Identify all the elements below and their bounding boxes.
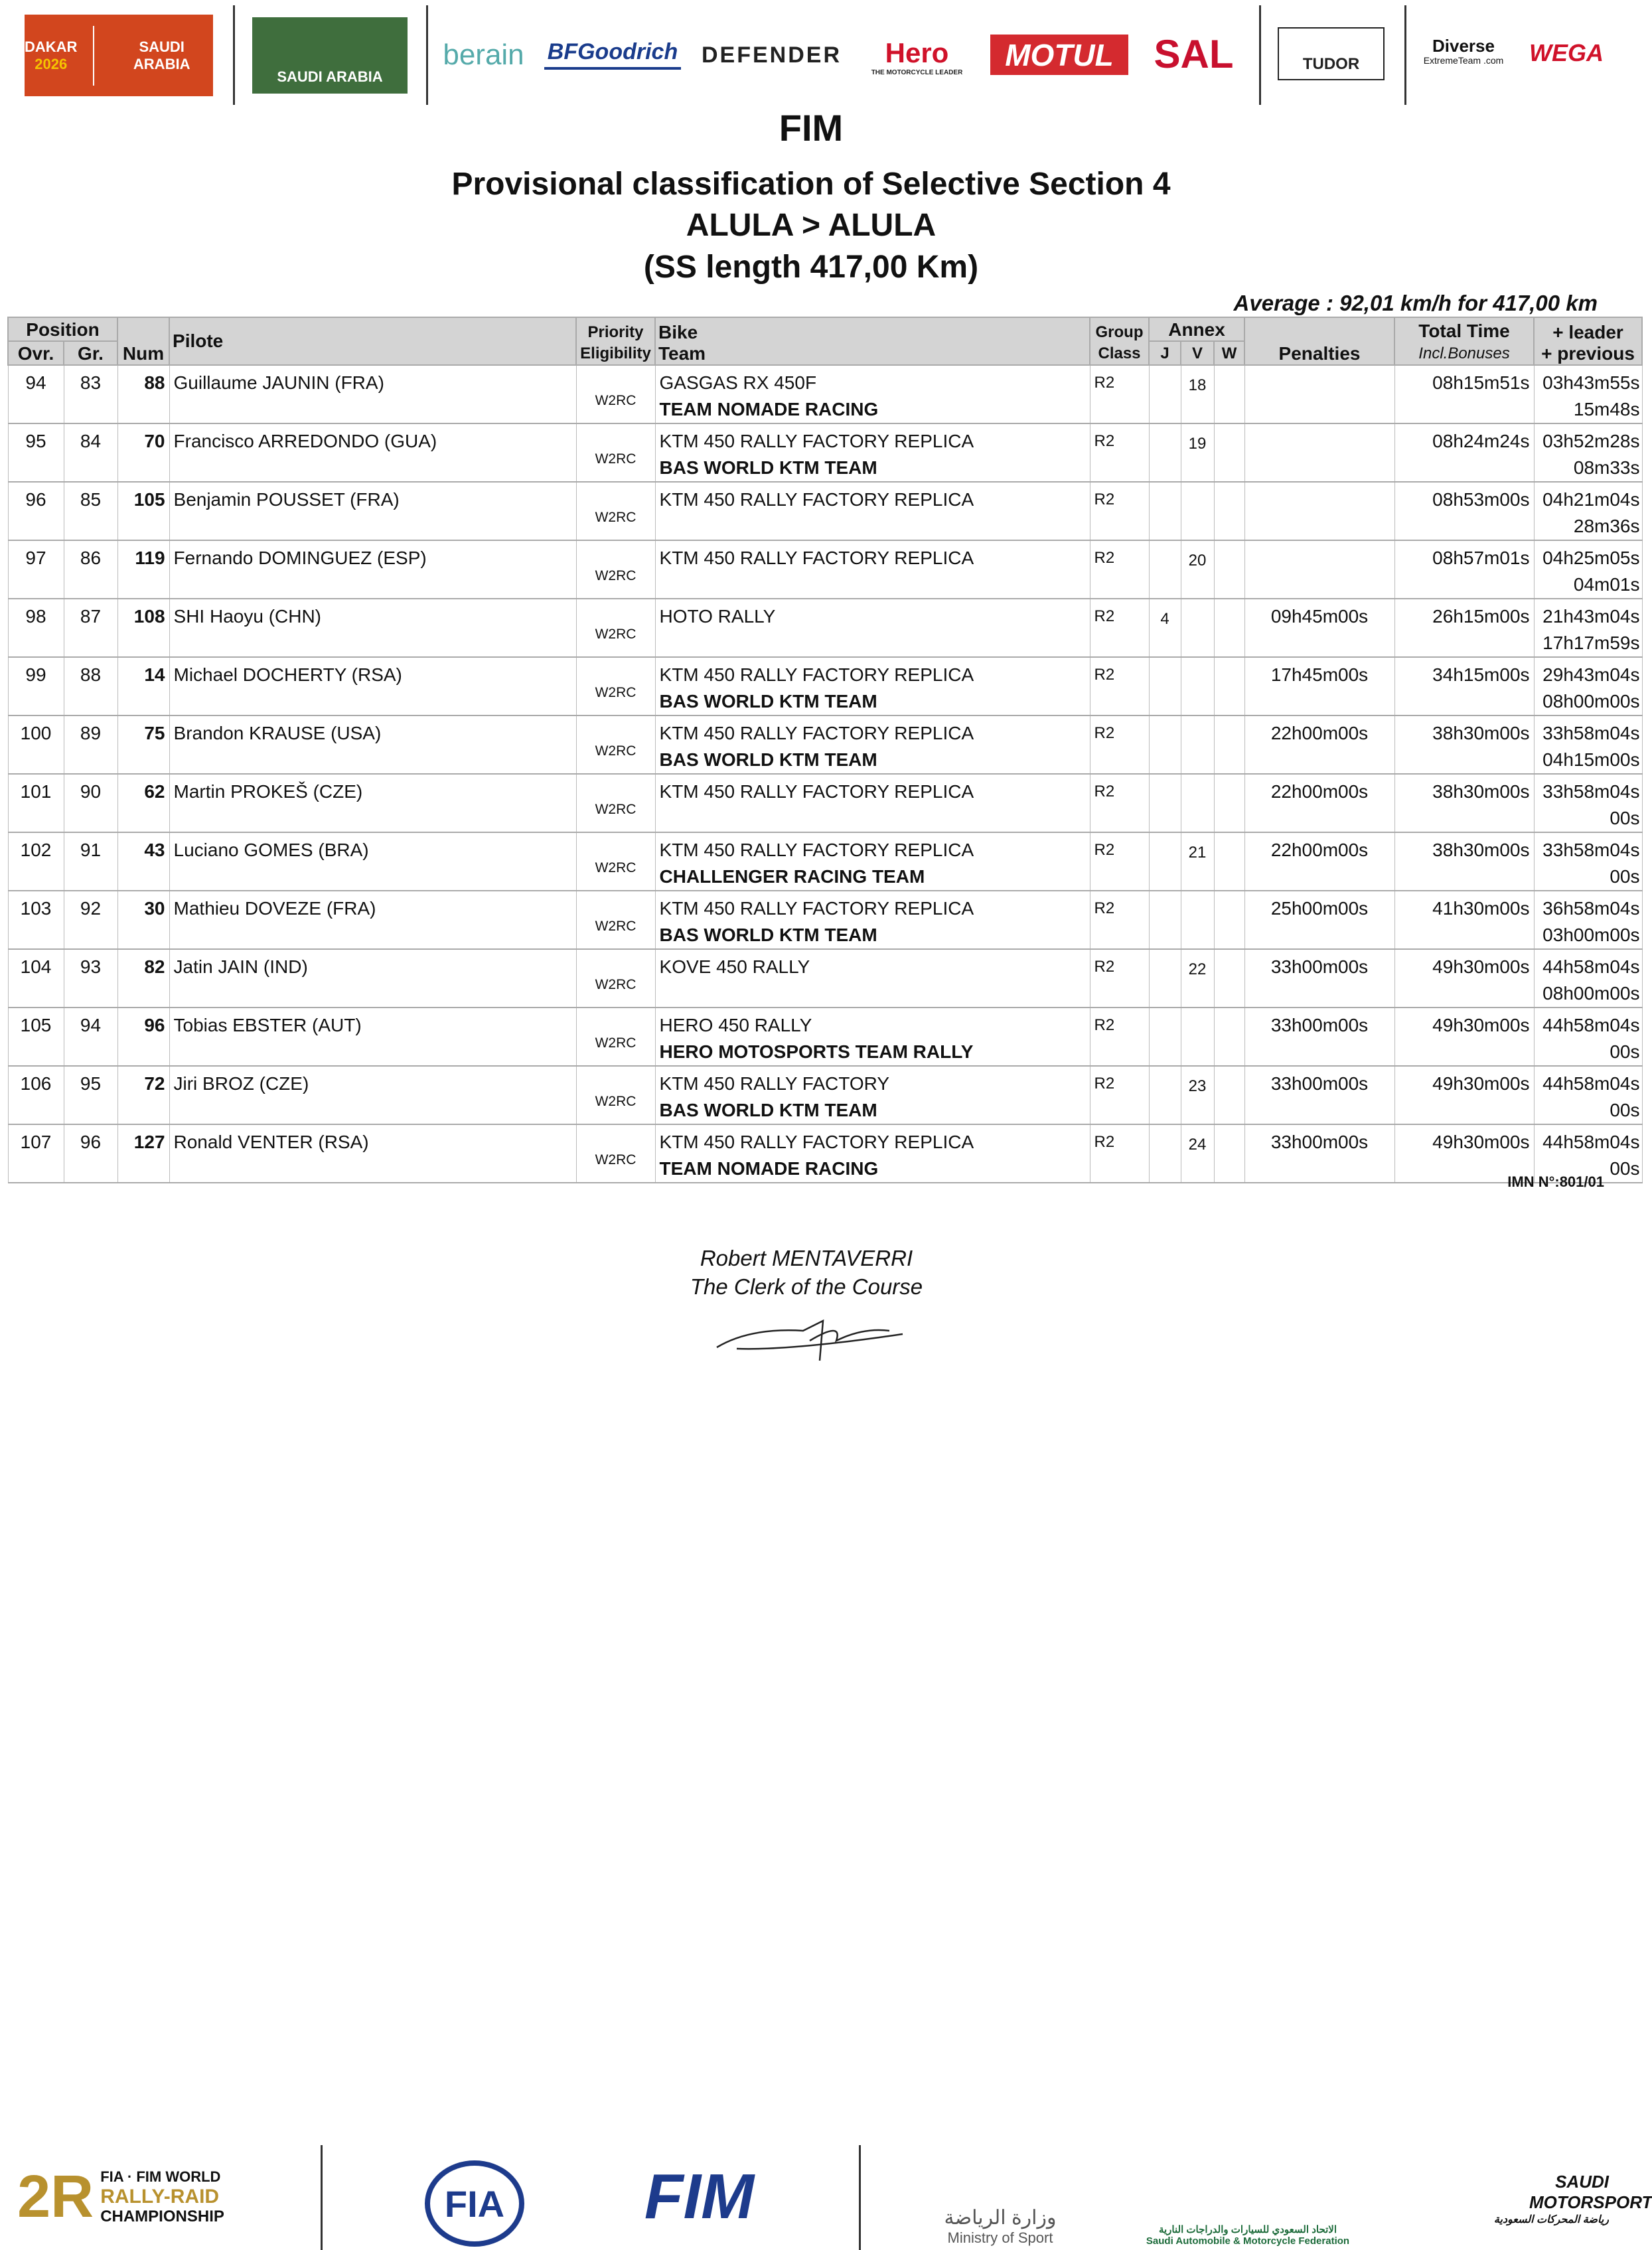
col-gr: Gr. — [64, 341, 117, 365]
gap-previous: 03h00m00s — [1542, 925, 1640, 945]
annex-v: 20 — [1181, 540, 1214, 599]
gap — [1534, 774, 1642, 832]
bike-team — [655, 774, 1090, 832]
bike-number: 70 — [117, 423, 169, 482]
gap-leader: 33h58m04s — [1542, 781, 1640, 802]
total-time: 49h30m00s — [1394, 1066, 1534, 1124]
table-row — [8, 1066, 1642, 1124]
annex-j — [1149, 715, 1181, 774]
col-pilote: Pilote — [169, 317, 576, 365]
penalties — [1244, 365, 1394, 423]
sal-logo: SAL — [1154, 31, 1234, 76]
bike-team — [655, 949, 1090, 1008]
saudi-motorsport-logo: SAUDI MOTORSPORT رياضة المحركات السعودية — [1493, 2171, 1652, 2225]
penalties: 22h00m00s — [1244, 832, 1394, 891]
team: BAS WORLD KTM TEAM — [659, 749, 877, 770]
ovr-position: 95 — [8, 423, 64, 482]
class: R2 — [1090, 599, 1149, 657]
pilot-name: Mathieu DOVEZE (FRA) — [169, 891, 576, 949]
gap-leader: 36h58m04s — [1542, 898, 1640, 919]
group-position: 85 — [64, 482, 117, 540]
stage-route: ALULA > ALULA — [686, 208, 937, 243]
pilot-name: Jatin JAIN (IND) — [169, 949, 576, 1008]
annex-j — [1149, 657, 1181, 715]
bike-number: 62 — [117, 774, 169, 832]
table-row — [8, 482, 1642, 540]
total-time: 26h15m00s — [1394, 599, 1534, 657]
org-title: FIM — [779, 107, 844, 149]
gap — [1534, 423, 1642, 482]
annex-v — [1181, 715, 1214, 774]
col-gap: + leader + previous — [1534, 317, 1642, 365]
annex-j: 4 — [1149, 599, 1181, 657]
col-total-time: Total Time Incl.Bonuses — [1394, 317, 1534, 365]
annex-v — [1181, 482, 1214, 540]
gap-previous: 04h15m00s — [1542, 749, 1640, 770]
bike-team — [655, 1066, 1090, 1124]
annex-j — [1149, 774, 1181, 832]
gap-previous: 28m36s — [1573, 516, 1640, 536]
group-position: 89 — [64, 715, 117, 774]
class: R2 — [1090, 1124, 1149, 1183]
annex-j — [1149, 365, 1181, 423]
saudi-arabia-logo: SAUDI ARABIA — [252, 17, 408, 94]
pilot-name: Guillaume JAUNIN (FRA) — [169, 365, 576, 423]
divider — [1404, 5, 1406, 105]
gap-leader: 03h43m55s — [1542, 372, 1640, 393]
ovr-position: 104 — [8, 949, 64, 1008]
gap-leader: 33h58m04s — [1542, 723, 1640, 743]
annex-w — [1214, 599, 1244, 657]
col-bike-team: Bike Team — [655, 317, 1090, 365]
gap — [1534, 1008, 1642, 1066]
eligibility: W2RC — [576, 482, 655, 540]
bike-team — [655, 891, 1090, 949]
annex-w — [1214, 1066, 1244, 1124]
ovr-position: 97 — [8, 540, 64, 599]
bike-number: 14 — [117, 657, 169, 715]
pilot-name: Jiri BROZ (CZE) — [169, 1066, 576, 1124]
gap — [1534, 949, 1642, 1008]
gap — [1534, 365, 1642, 423]
gap-previous: 00s — [1610, 866, 1640, 887]
bike-team — [655, 1008, 1090, 1066]
penalties: 22h00m00s — [1244, 715, 1394, 774]
annex-j — [1149, 482, 1181, 540]
signatory-name: Robert MENTAVERRI — [700, 1246, 913, 1270]
eligibility: W2RC — [576, 949, 655, 1008]
col-annex-w: W — [1214, 341, 1244, 365]
table-row — [8, 1008, 1642, 1066]
gap-leader: 44h58m04s — [1542, 1132, 1640, 1152]
table-row — [8, 599, 1642, 657]
total-time: 08h57m01s — [1394, 540, 1534, 599]
pilot-name: Martin PROKEŠ (CZE) — [169, 774, 576, 832]
eligibility: W2RC — [576, 1008, 655, 1066]
dakar-logo: DAKAR 2026 SAUDI ARABIA — [25, 15, 213, 96]
total-time: 08h53m00s — [1394, 482, 1534, 540]
table-row — [8, 365, 1642, 423]
eligibility: W2RC — [576, 832, 655, 891]
penalties: 17h45m00s — [1244, 657, 1394, 715]
class: R2 — [1090, 657, 1149, 715]
eligibility: W2RC — [576, 423, 655, 482]
bike-number: 72 — [117, 1066, 169, 1124]
group-position: 92 — [64, 891, 117, 949]
gap-leader: 44h58m04s — [1542, 1015, 1640, 1035]
gap-previous: 04m01s — [1573, 574, 1640, 595]
total-time: 38h30m00s — [1394, 832, 1534, 891]
hero-logo: Hero THE MOTORCYCLE LEADER — [871, 37, 963, 76]
bike-number: 75 — [117, 715, 169, 774]
penalties: 25h00m00s — [1244, 891, 1394, 949]
annex-v — [1181, 657, 1214, 715]
annex-w — [1214, 949, 1244, 1008]
bike: KTM 450 RALLY FACTORY REPLICA — [659, 898, 974, 919]
bike-number: 119 — [117, 540, 169, 599]
bike: KOVE 450 RALLY — [659, 956, 810, 977]
bike-number: 43 — [117, 832, 169, 891]
signature-image — [710, 1301, 909, 1367]
group-position: 83 — [64, 365, 117, 423]
divider — [321, 2145, 323, 2250]
divider — [1259, 5, 1261, 105]
ovr-position: 107 — [8, 1124, 64, 1183]
annex-v: 24 — [1181, 1124, 1214, 1183]
gap — [1534, 482, 1642, 540]
total-time: 38h30m00s — [1394, 715, 1534, 774]
annex-v — [1181, 599, 1214, 657]
gap — [1534, 715, 1642, 774]
annex-j — [1149, 1008, 1181, 1066]
annex-v — [1181, 1008, 1214, 1066]
gap — [1534, 832, 1642, 891]
team: BAS WORLD KTM TEAM — [659, 691, 877, 712]
bike-team — [655, 715, 1090, 774]
berain-logo: berain — [443, 38, 524, 71]
eligibility: W2RC — [576, 657, 655, 715]
bike-number: 105 — [117, 482, 169, 540]
eligibility: W2RC — [576, 1066, 655, 1124]
team: HERO MOTOSPORTS TEAM RALLY — [659, 1041, 974, 1062]
total-time: 08h15m51s — [1394, 365, 1534, 423]
class: R2 — [1090, 949, 1149, 1008]
class: R2 — [1090, 482, 1149, 540]
gap — [1534, 1066, 1642, 1124]
annex-j — [1149, 423, 1181, 482]
ovr-position: 96 — [8, 482, 64, 540]
gap-previous: 17h17m59s — [1542, 633, 1640, 653]
penalties: 33h00m00s — [1244, 1124, 1394, 1183]
defender-logo: DEFENDER — [701, 42, 842, 68]
col-annex-j: J — [1149, 341, 1181, 365]
table-row — [8, 423, 1642, 482]
class: R2 — [1090, 1008, 1149, 1066]
penalties: 33h00m00s — [1244, 1008, 1394, 1066]
eligibility: W2RC — [576, 365, 655, 423]
ovr-position: 101 — [8, 774, 64, 832]
pilot-name: Benjamin POUSSET (FRA) — [169, 482, 576, 540]
bike: KTM 450 RALLY FACTORY REPLICA — [659, 664, 974, 685]
bike-team — [655, 423, 1090, 482]
annex-j — [1149, 540, 1181, 599]
annex-v: 22 — [1181, 949, 1214, 1008]
penalties — [1244, 482, 1394, 540]
group-position: 93 — [64, 949, 117, 1008]
total-time: 34h15m00s — [1394, 657, 1534, 715]
stage-length: (SS length 417,00 Km) — [643, 250, 979, 285]
team: TEAM NOMADE RACING — [659, 399, 879, 419]
bike-team — [655, 832, 1090, 891]
penalties: 22h00m00s — [1244, 774, 1394, 832]
annex-j — [1149, 1066, 1181, 1124]
annex-w — [1214, 715, 1244, 774]
group-position: 95 — [64, 1066, 117, 1124]
total-time: 38h30m00s — [1394, 774, 1534, 832]
page-title: Provisional classification of Selective Section 4 — [451, 167, 1171, 202]
col-ovr: Ovr. — [8, 341, 64, 365]
gap — [1534, 599, 1642, 657]
gap-previous: 08h00m00s — [1542, 691, 1640, 712]
group-position: 87 — [64, 599, 117, 657]
gap-leader: 21h43m04s — [1542, 606, 1640, 627]
annex-j — [1149, 832, 1181, 891]
annex-j — [1149, 949, 1181, 1008]
divider — [233, 5, 235, 105]
divider — [426, 5, 428, 105]
bike: KTM 450 RALLY FACTORY REPLICA — [659, 781, 974, 802]
group-position: 90 — [64, 774, 117, 832]
bike-number: 96 — [117, 1008, 169, 1066]
annex-w — [1214, 1008, 1244, 1066]
col-penalties: Penalties — [1244, 317, 1394, 365]
group-position: 88 — [64, 657, 117, 715]
ovr-position: 94 — [8, 365, 64, 423]
eligibility: W2RC — [576, 715, 655, 774]
bike: KTM 450 RALLY FACTORY REPLICA — [659, 548, 974, 568]
total-time: 49h30m00s — [1394, 1124, 1534, 1183]
group-position: 91 — [64, 832, 117, 891]
gap-previous: 00s — [1610, 808, 1640, 828]
ovr-position: 103 — [8, 891, 64, 949]
table-row — [8, 715, 1642, 774]
pilot-name: Michael DOCHERTY (RSA) — [169, 657, 576, 715]
bike: KTM 450 RALLY FACTORY — [659, 1073, 890, 1094]
col-position: Position — [8, 317, 117, 341]
penalties: 33h00m00s — [1244, 949, 1394, 1008]
pilot-name: Luciano GOMES (BRA) — [169, 832, 576, 891]
pilot-name: Fernando DOMINGUEZ (ESP) — [169, 540, 576, 599]
class: R2 — [1090, 365, 1149, 423]
eligibility: W2RC — [576, 540, 655, 599]
team: BAS WORLD KTM TEAM — [659, 925, 877, 945]
class: R2 — [1090, 715, 1149, 774]
col-annex-v: V — [1181, 341, 1214, 365]
classification-table — [7, 317, 1643, 1183]
bike: GASGAS RX 450F — [659, 372, 817, 393]
team: BAS WORLD KTM TEAM — [659, 1100, 877, 1120]
tudor-logo: TUDOR — [1278, 27, 1385, 80]
ovr-position: 100 — [8, 715, 64, 774]
table-row — [8, 1124, 1642, 1183]
eligibility: W2RC — [576, 774, 655, 832]
annex-v — [1181, 774, 1214, 832]
class: R2 — [1090, 891, 1149, 949]
bike-number: 82 — [117, 949, 169, 1008]
group-position: 86 — [64, 540, 117, 599]
gap-leader: 04h21m04s — [1542, 489, 1640, 510]
bike-number: 127 — [117, 1124, 169, 1183]
penalties — [1244, 540, 1394, 599]
gap-previous: 00s — [1610, 1041, 1640, 1062]
gap-leader: 44h58m04s — [1542, 1073, 1640, 1094]
annex-w — [1214, 774, 1244, 832]
bike-team — [655, 1124, 1090, 1183]
annex-j — [1149, 891, 1181, 949]
total-time: 41h30m00s — [1394, 891, 1534, 949]
bike: KTM 450 RALLY FACTORY REPLICA — [659, 489, 974, 510]
gap-previous: 00s — [1610, 1158, 1640, 1179]
col-num: Num — [117, 317, 169, 365]
bike: KTM 450 RALLY FACTORY REPLICA — [659, 431, 974, 451]
table-row — [8, 540, 1642, 599]
class: R2 — [1090, 774, 1149, 832]
class: R2 — [1090, 1066, 1149, 1124]
table-row — [8, 832, 1642, 891]
ovr-position: 99 — [8, 657, 64, 715]
samf-logo: الاتحاد السعودي للسيارات والدراجات النارية Saudi Automobile & Motorcycle Federation — [1146, 2224, 1350, 2247]
average-speed: Average : 92,01 km/h for 417,00 km — [1233, 291, 1598, 315]
bfgoodrich-logo: BFGoodrich — [544, 37, 681, 70]
ovr-position: 105 — [8, 1008, 64, 1066]
gap — [1534, 540, 1642, 599]
eligibility: W2RC — [576, 1124, 655, 1183]
team: CHALLENGER RACING TEAM — [659, 866, 925, 887]
group-position: 84 — [64, 423, 117, 482]
bike-number: 30 — [117, 891, 169, 949]
class: R2 — [1090, 423, 1149, 482]
gap-leader: 33h58m04s — [1542, 840, 1640, 860]
gap — [1534, 891, 1642, 949]
pilot-name: SHI Haoyu (CHN) — [169, 599, 576, 657]
bike: KTM 450 RALLY FACTORY REPLICA — [659, 1132, 974, 1152]
annex-w — [1214, 832, 1244, 891]
ovr-position: 102 — [8, 832, 64, 891]
annex-v: 18 — [1181, 365, 1214, 423]
bike-team — [655, 599, 1090, 657]
ministry-of-sport-logo: وزارة الرياضة Ministry of Sport — [944, 2207, 1057, 2246]
bike: HOTO RALLY — [659, 606, 776, 627]
bike-number: 88 — [117, 365, 169, 423]
annex-w — [1214, 1124, 1244, 1183]
eligibility: W2RC — [576, 599, 655, 657]
col-priority: Priority Eligibility — [576, 317, 655, 365]
col-annex: Annex — [1149, 317, 1244, 341]
diverse-logo: Diverse ExtremeTeam .com — [1423, 36, 1504, 66]
table-row — [8, 949, 1642, 1008]
pilot-name: Brandon KRAUSE (USA) — [169, 715, 576, 774]
gap-leader: 29h43m04s — [1542, 664, 1640, 685]
group-position: 94 — [64, 1008, 117, 1066]
annex-w — [1214, 365, 1244, 423]
ovr-position: 98 — [8, 599, 64, 657]
table-row — [8, 891, 1642, 949]
w2rc-logo: 2R FIA · FIM WORLD RALLY-RAID CHAMPIONSHIP — [17, 2163, 224, 2230]
annex-w — [1214, 891, 1244, 949]
annex-v: 19 — [1181, 423, 1214, 482]
bike: HERO 450 RALLY — [659, 1015, 812, 1035]
class: R2 — [1090, 832, 1149, 891]
annex-w — [1214, 657, 1244, 715]
imn-number: IMN N°:801/01 — [1507, 1173, 1604, 1190]
annex-v: 23 — [1181, 1066, 1214, 1124]
ovr-position: 106 — [8, 1066, 64, 1124]
table-row — [8, 774, 1642, 832]
divider — [859, 2145, 861, 2250]
bike: KTM 450 RALLY FACTORY REPLICA — [659, 840, 974, 860]
wega-logo: WEGA — [1529, 39, 1604, 66]
annex-w — [1214, 423, 1244, 482]
total-time: 08h24m24s — [1394, 423, 1534, 482]
gap-previous: 08h00m00s — [1542, 983, 1640, 1004]
team: BAS WORLD KTM TEAM — [659, 457, 877, 478]
table-row — [8, 657, 1642, 715]
team: TEAM NOMADE RACING — [659, 1158, 879, 1179]
bike-team — [655, 365, 1090, 423]
annex-v: 21 — [1181, 832, 1214, 891]
annex-w — [1214, 482, 1244, 540]
bike-team — [655, 540, 1090, 599]
col-group-class: Group Class — [1090, 317, 1149, 365]
penalties: 33h00m00s — [1244, 1066, 1394, 1124]
gap-leader: 04h25m05s — [1542, 548, 1640, 568]
gap-leader: 03h52m28s — [1542, 431, 1640, 451]
class: R2 — [1090, 540, 1149, 599]
penalties: 09h45m00s — [1244, 599, 1394, 657]
annex-v — [1181, 891, 1214, 949]
pilot-name: Tobias EBSTER (AUT) — [169, 1008, 576, 1066]
bike-team — [655, 482, 1090, 540]
pilot-name: Francisco ARREDONDO (GUA) — [169, 423, 576, 482]
bike-team — [655, 657, 1090, 715]
gap-previous: 00s — [1610, 1100, 1640, 1120]
penalties — [1244, 423, 1394, 482]
gap-previous: 15m48s — [1573, 399, 1640, 419]
bike: KTM 450 RALLY FACTORY REPLICA — [659, 723, 974, 743]
annex-w — [1214, 540, 1244, 599]
eligibility: W2RC — [576, 891, 655, 949]
signatory-role: The Clerk of the Course — [690, 1274, 923, 1299]
pilot-name: Ronald VENTER (RSA) — [169, 1124, 576, 1183]
total-time: 49h30m00s — [1394, 949, 1534, 1008]
annex-j — [1149, 1124, 1181, 1183]
fim-logo: FIM — [644, 2161, 755, 2232]
gap-previous: 08m33s — [1573, 457, 1640, 478]
motul-logo: MOTUL — [990, 35, 1128, 75]
bike-number: 108 — [117, 599, 169, 657]
fia-logo: FIA — [425, 2160, 524, 2247]
group-position: 96 — [64, 1124, 117, 1183]
gap — [1534, 657, 1642, 715]
total-time: 49h30m00s — [1394, 1008, 1534, 1066]
gap-leader: 44h58m04s — [1542, 956, 1640, 977]
